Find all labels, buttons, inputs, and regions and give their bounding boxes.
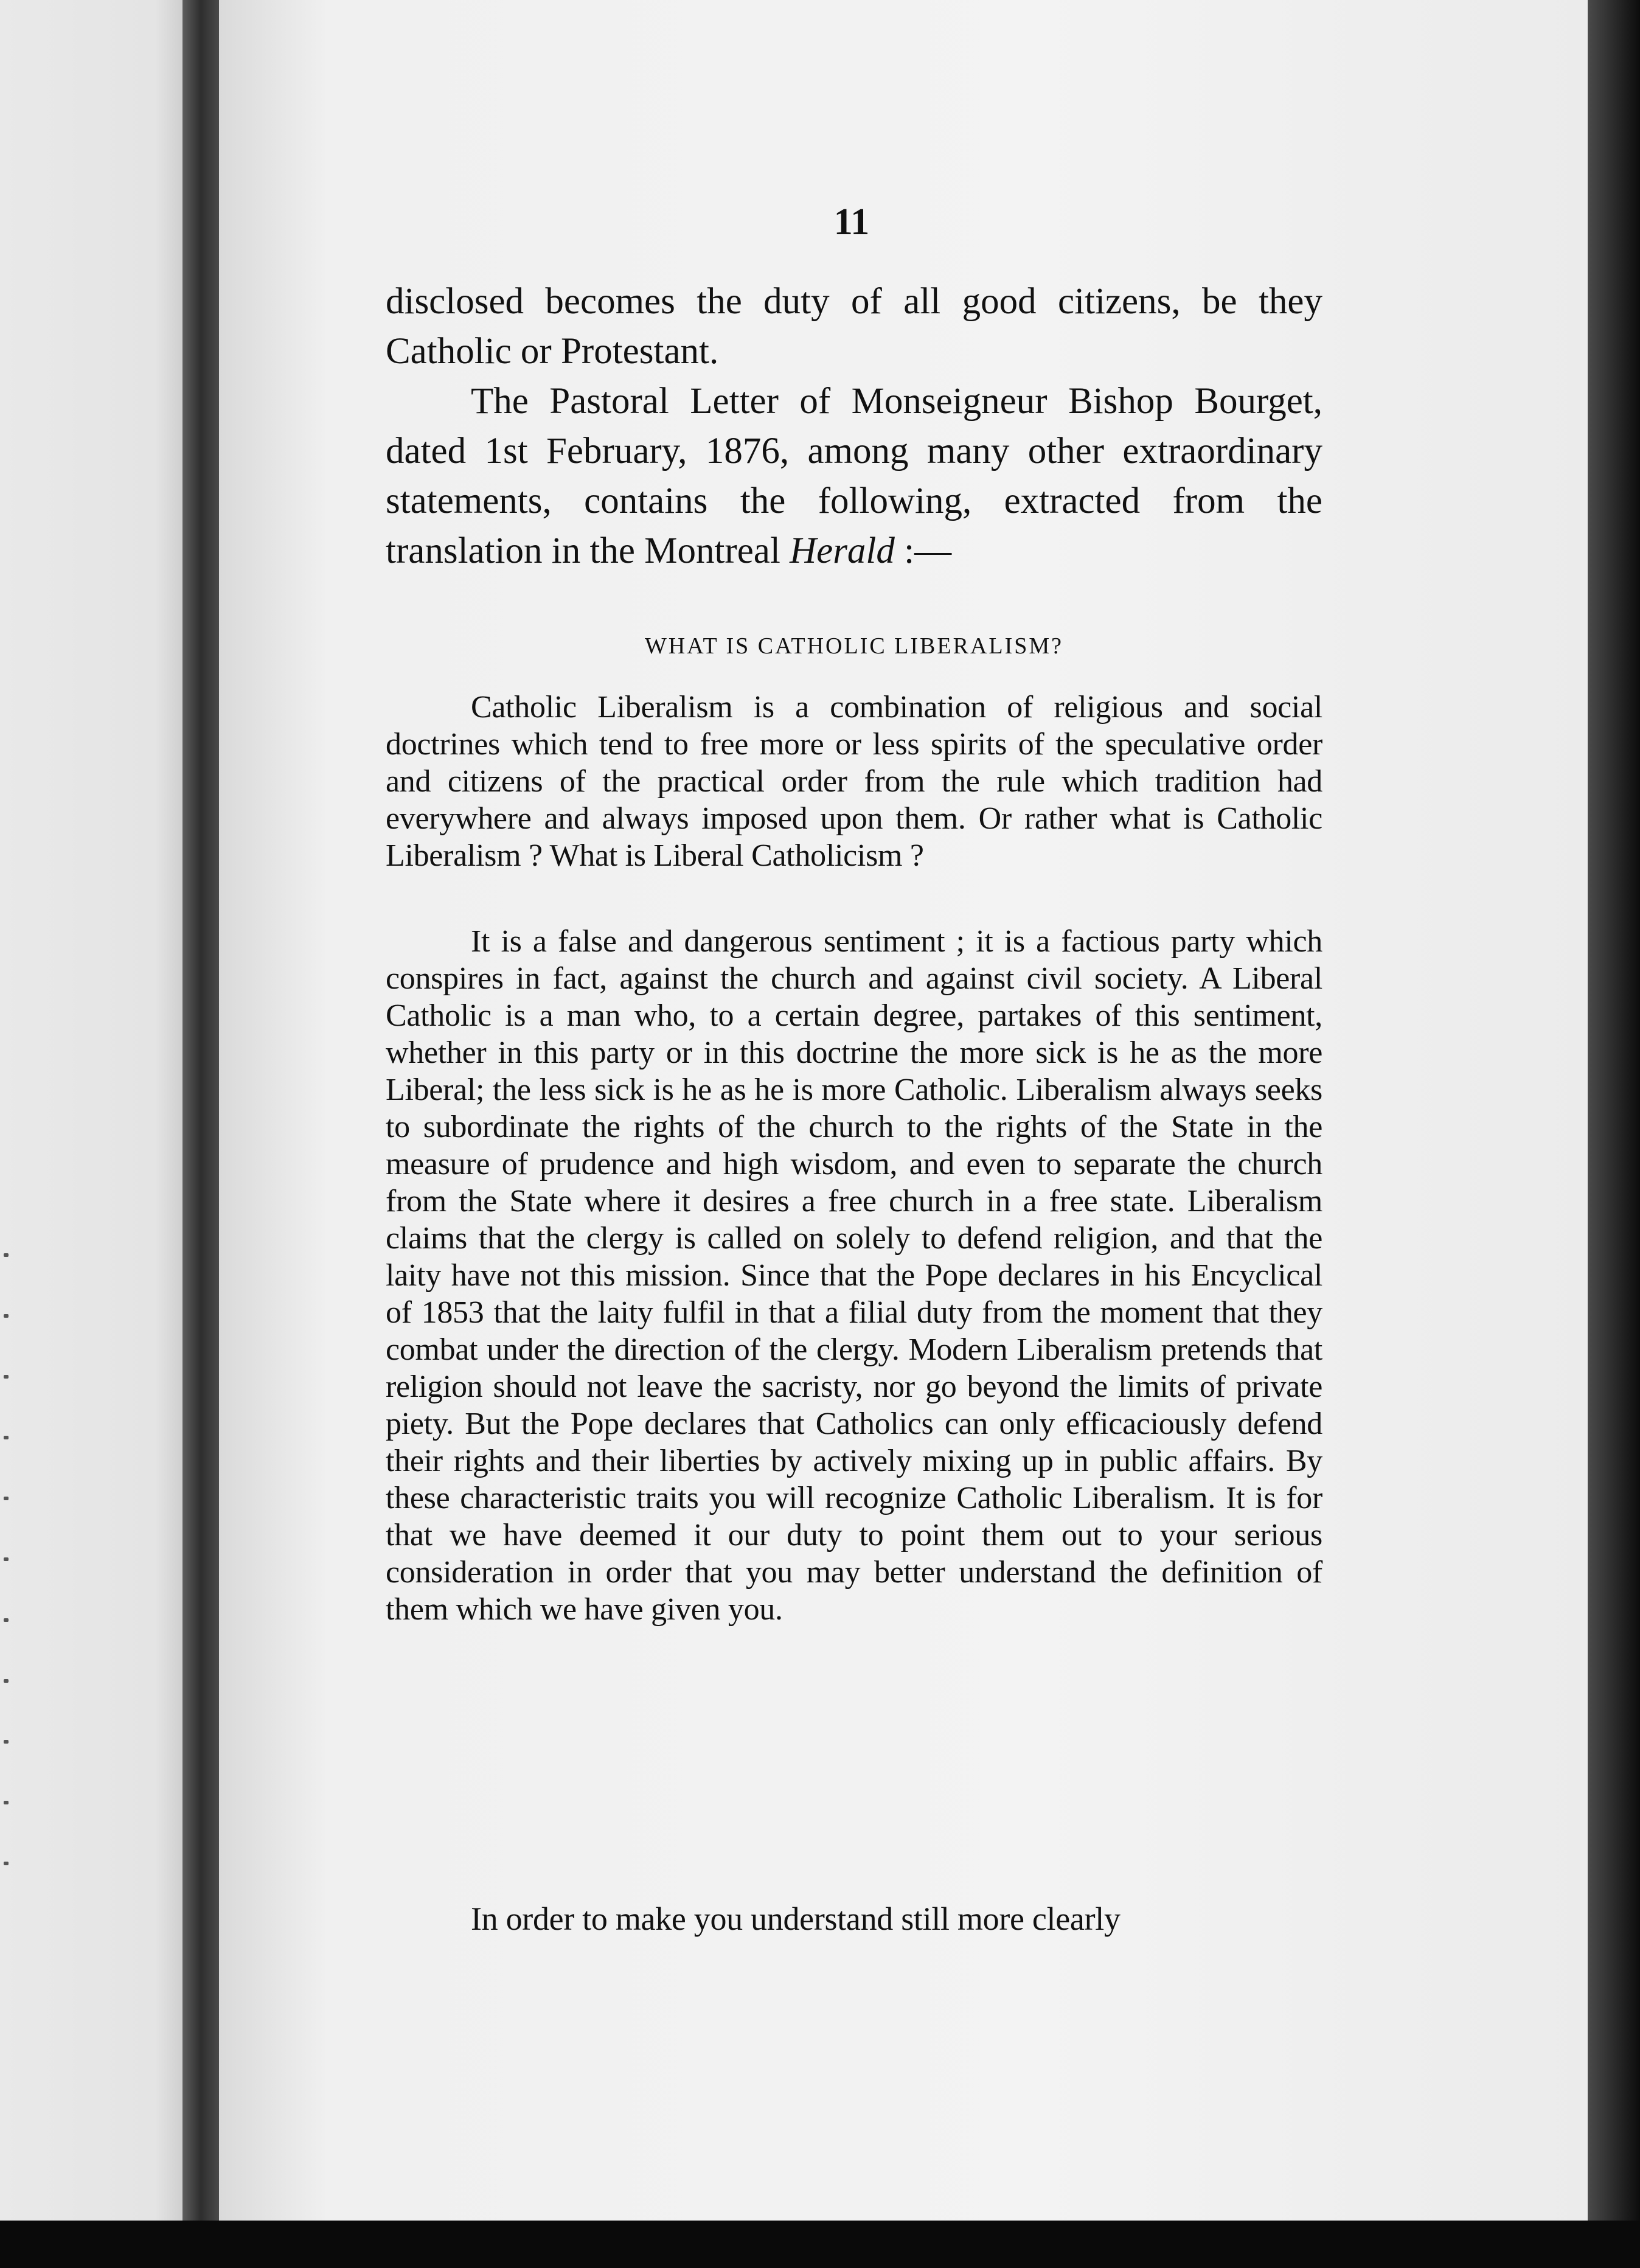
margin-speck [4, 1801, 9, 1804]
section-heading: WHAT IS CATHOLIC LIBERALISM? [644, 633, 1064, 659]
intro-continuation: disclosed becomes the duty of all good citizens, be they Catholic or Protestant. [386, 281, 1322, 372]
intro-paragraph-tail: :— [894, 530, 952, 571]
left-margin-strip [0, 0, 182, 2268]
margin-speck [4, 1740, 9, 1744]
margin-speck [4, 1557, 9, 1561]
margin-speck [4, 1679, 9, 1683]
margin-speck [4, 1497, 9, 1500]
binding-gutter [182, 0, 219, 2268]
intro-paragraph [386, 377, 1322, 576]
right-scan-edge [1588, 0, 1640, 2268]
intro-paragraph-lead: The Pastoral Letter of Monseigneur Bishop Bourget, dated 1st February, 1876, among many other extraordinary statements, contains the following, extracted from the translation in the Montreal [386, 381, 1322, 571]
quote-paragraph: It is a false and dangerous sentiment ; it is a factious party which conspires in fact, against the church and against civil society. A Liberal Catholic is a man who, to a certain degree, partakes of this sentiment, whether in this party or in this doctrine the more sick is he as the more Liberal; the less sick is he as he is more Catholic. Liberalism always seeks to subordinate the rights of the church to the rights of the State in the measure of prudence and high wisdom, and even to separate the church from the State where it desires a free church in a free state. Liberalism claims that the clergy is called on solely to defend religion, and that the laity have not this mission. Since that the Pope declares in his Encyclical of 1853 that the laity fulfil in that a filial duty from the moment that they combat under the direction of the clergy. Modern Liberalism pretends that religion should not leave the sacristy, nor go beyond the limits of private piety. But the Pope declares that Catholics can only efficaciously defend their rights and their liberties by actively mixing up in public affairs. By these characteristic traits you will recognize Catholic Liberalism. It is for that we have deemed it our duty to point them out to your serious consideration in order that you may better understand the definition of them which we have given you. [386, 924, 1322, 1627]
bottom-scan-edge [0, 2221, 1640, 2268]
margin-speck [4, 1862, 9, 1865]
margin-speck [4, 1618, 9, 1622]
page-number: 11 [833, 201, 870, 243]
intro-text [386, 277, 1322, 576]
margin-speck [4, 1314, 9, 1318]
quote-paragraph: Catholic Liberalism is a combination of religious and social doctrines which tend to free more or less spirits of the speculative order and citizens of the practical order from the rule which tradition had everywhere and always imposed upon them. Or rather what is Catholic Liberalism ? What is Liberal Catholicism ? [386, 690, 1322, 873]
margin-speck [4, 1436, 9, 1439]
margin-speck [4, 1253, 9, 1257]
margin-speck [4, 1375, 9, 1379]
newspaper-name: Herald [790, 530, 895, 571]
quote-paragraph: In order to make you understand still more clearly [471, 1901, 1121, 1937]
